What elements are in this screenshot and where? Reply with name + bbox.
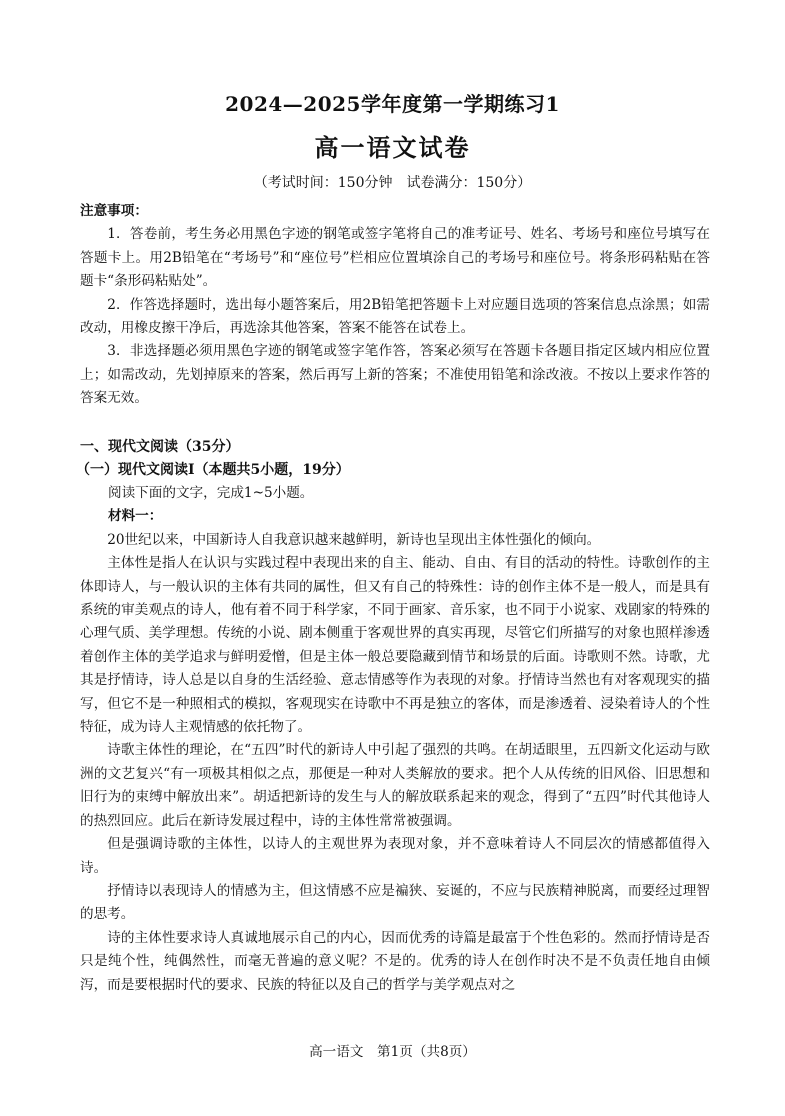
page-footer: 高一语文 第1页（共8页） <box>309 1044 476 1060</box>
notice-label: 注意事项： <box>80 203 148 219</box>
notice-block <box>80 200 710 411</box>
reading-instruction: 阅读下面的文字，完成1~5小题。 <box>108 485 314 501</box>
section-heading: 一、现代文阅读（35分） <box>80 439 240 455</box>
exam-info: （考试时间：150分钟 试卷满分：150分） <box>253 175 532 191</box>
passage-paragraph: 主体性是指人在认识与实践过程中表现出来的自主、能动、自由、有目的活动的特性。诗歌创作的主体即诗人，与一般认识的主体有共同的属性，但又有自己的特殊性：诗的创作主体不是一般人，而是具有系统的审美观点的诗人，他有着不同于科学家，不同于画家、音乐家，也不同于小说家、戏剧家的特殊的心理气质、美学理想。传统的小说、剧本侧重于客观世界的真实再现，尽管它们所描写的对象也照样渗透着创作主体的美学追求与鲜明爱憎，但是主体一般总要隐藏到情节和场景的后面。诗歌则不然。诗歌，尤其是抒情诗，诗人总是以自身的生活经验、意志情感等作为表现的对象。抒情诗当然也有对客观现实的描写，但它不是一种照相式的模拟，客观现实在诗歌中不再是独立的客体，而是渗透着、浸染着诗人的个性特征，成为诗人主观情感的依托物了。 <box>80 555 710 736</box>
notice-item-3: 3．非选择题必须用黑色字迹的钢笔或签字笔作答，答案必须写在答题卡各题目指定区域内相应位置上；如需改动，先划掉原来的答案，然后再写上新的答案；不准使用铅笔和涂改液。不按以上要求作答的答案无效。 <box>80 343 710 407</box>
exam-subtitle: 高一语文试卷 <box>314 133 471 162</box>
passage-paragraph: 抒情诗以表现诗人的情感为主，但这情感不应是褊狭、妄诞的，不应与民族精神脱离，而要经过理智的思考。 <box>80 882 710 923</box>
passage-paragraph: 但是强调诗歌的主体性，以诗人的主观世界为表现对象，并不意味着诗人不同层次的情感都值得入诗。 <box>80 836 710 876</box>
subsection-heading: （一）现代文阅读I（本题共5小题，19分） <box>76 462 350 478</box>
passage-paragraph: 诗的主体性要求诗人真诚地展示自己的内心，因而优秀的诗篇是最富于个性色彩的。然而抒情诗是否只是纯个性，纯偶然性，而毫无普遍的意义呢？不是的。优秀的诗人在创作时决不是不负责任地自由倾泻，而是要根据时代的要求、民族的特征以及自己的哲学与美学观点对之 <box>80 929 710 993</box>
notice-item-2: 2．作答选择题时，选出每小题答案后，用2B铅笔把答题卡上对应题目选项的答案信息点涂黑；如需改动，用橡皮擦干净后，再选涂其他答案，答案不能答在试卷上。 <box>80 296 710 337</box>
notice-item-1: 1．答卷前，考生务必用黑色字迹的钢笔或签字笔将自己的准考证号、姓名、考场号和座位号填写在答题卡上。用2B铅笔在“考场号”和“座位号”栏相应位置填涂自己的考场号和座位号。将条形码粘贴在答题卡“条形码粘贴处”。 <box>80 226 710 290</box>
reading-section <box>76 436 710 997</box>
passage-paragraph: 20世纪以来，中国新诗人自我意识越来越鲜明，新诗也呈现出主体性强化的倾向。 <box>107 531 601 548</box>
passage-paragraph: 诗歌主体性的理论，在“五四”时代的新诗人中引起了强烈的共鸣。在胡适眼里，五四新文化运动与欧洲的文艺复兴“有一项极其相似之点，那便是一种对人类解放的要求。把个人从传统的旧风俗、旧思想和旧行为的束缚中解放出来”。胡适把新诗的发生与人的解放联系起来的观念，得到了“五四”时代其他诗人的热烈回应。此后在新诗发展过程中，诗的主体性常常被强调。 <box>80 742 710 829</box>
material-label: 材料一： <box>108 508 163 525</box>
exam-title: 2024—2025学年度第一学期练习1 <box>225 92 560 116</box>
